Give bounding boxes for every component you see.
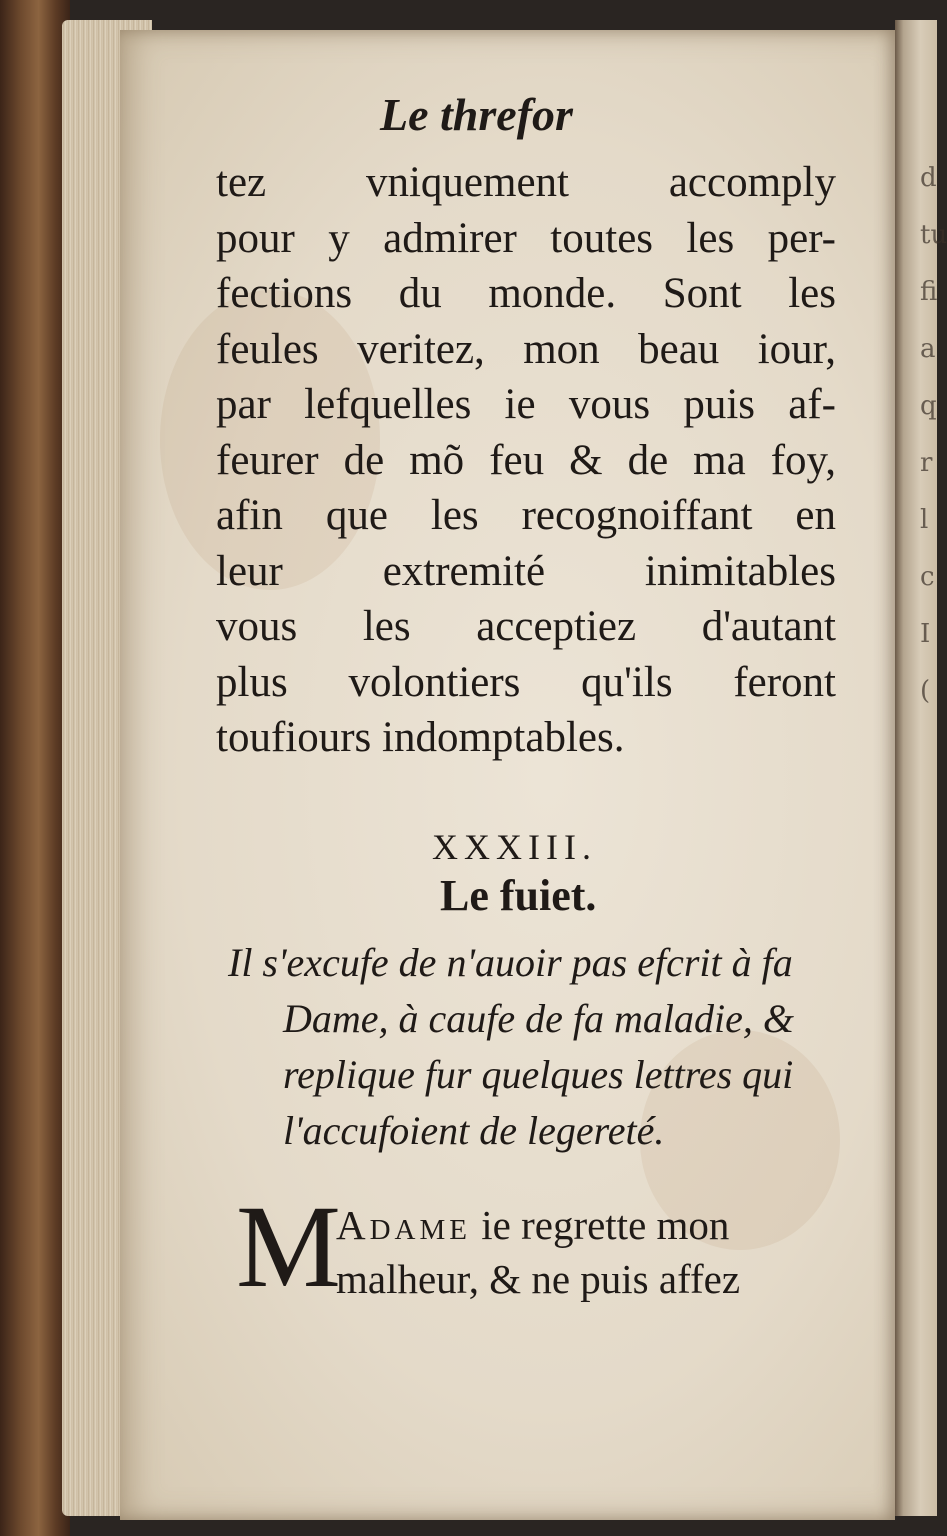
facing-letter: l bbox=[920, 505, 929, 535]
facing-letter: tu bbox=[920, 220, 947, 250]
body-line: leur extremité inimitables bbox=[216, 547, 836, 595]
facing-letter: r bbox=[920, 448, 933, 478]
facing-letter: q bbox=[920, 391, 937, 421]
opening-line: malheur, & ne puis affez bbox=[336, 1256, 741, 1302]
facing-letter: c bbox=[920, 562, 935, 592]
summary-line: Dame, à caufe de fa maladie, & bbox=[283, 996, 794, 1041]
opening-line bbox=[336, 1198, 740, 1252]
facing-letter: d bbox=[920, 163, 937, 193]
section-summary bbox=[228, 935, 848, 1159]
summary-line: replique fur quelques lettres qui bbox=[283, 1052, 794, 1097]
body-line: afin que les recognoiffant en bbox=[216, 492, 836, 539]
body-line: vous les acceptiez d'autant bbox=[216, 603, 836, 650]
facing-letter: fi bbox=[920, 277, 938, 307]
opening-text bbox=[336, 1198, 740, 1306]
body-line: plus volontiers qu'ils feront bbox=[216, 658, 836, 706]
summary-line: l'accufoient de legereté. bbox=[283, 1108, 665, 1153]
facing-letter: ( bbox=[920, 676, 931, 706]
opening-line-rest: ie regrette mon bbox=[471, 1202, 730, 1248]
body-line: fections du monde. Sont les bbox=[216, 270, 836, 317]
section-heading: Le fuiet. bbox=[440, 871, 597, 920]
body-line: par lefquelles ie vous puis af- bbox=[216, 381, 836, 428]
opening-first-word: Adame bbox=[336, 1202, 471, 1248]
drop-cap: M bbox=[236, 1181, 341, 1312]
body-text bbox=[216, 155, 836, 766]
facing-page-text bbox=[920, 150, 947, 720]
body-line: feurer de mõ feu & de ma foy, bbox=[216, 436, 836, 484]
body-line: feules veritez, mon beau iour, bbox=[216, 325, 836, 373]
facing-letter: I bbox=[920, 619, 931, 649]
book-binding bbox=[0, 0, 70, 1536]
body-line: toufiours indomptables. bbox=[216, 714, 625, 761]
facing-letter: a bbox=[920, 334, 936, 364]
running-head: Le threfor bbox=[380, 89, 573, 140]
summary-line: Il s'excufe de n'auoir pas efcrit à fa bbox=[228, 940, 793, 985]
body-line: tez vniquement accomply bbox=[216, 159, 836, 206]
body-line: pour y admirer toutes les per- bbox=[216, 214, 836, 262]
section-number: XXXIII. bbox=[432, 827, 597, 867]
